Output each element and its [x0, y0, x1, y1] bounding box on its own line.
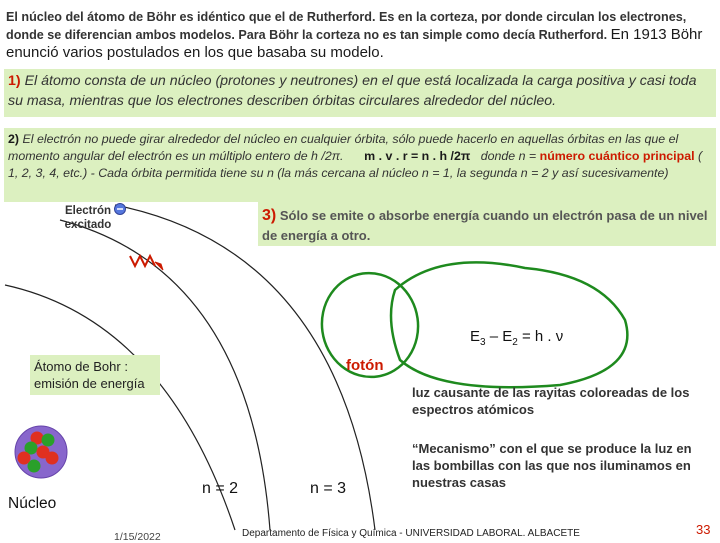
- orbit-n3-label: n = 3: [310, 480, 347, 497]
- page-number: 33: [696, 522, 711, 537]
- photon-label: fotón: [346, 357, 384, 374]
- footer-date: 1/15/2022: [114, 531, 161, 543]
- excited-electron-label: [52, 204, 124, 232]
- orbit-n2-label: n = 2: [202, 480, 239, 497]
- orbit-inner: [5, 285, 235, 530]
- postulate-3-text: Sólo se emite o absorbe energía cuando un electrón pasa de un nivel de energía a otro.: [262, 208, 708, 243]
- electron-label-line2: excitado: [64, 219, 112, 231]
- postulate-2-text-b: donde n =: [480, 149, 537, 163]
- postulate-3: [258, 202, 716, 246]
- light-caption: luz causante de las rayitas coloreadas de los espectros atómicos: [412, 385, 690, 417]
- intro-normal-text: En 1913 Böhr enunció varios postulados en los que basaba su modelo.: [6, 26, 703, 61]
- postulate-1-number: 1): [8, 73, 21, 89]
- postulate-3-number: 3): [262, 207, 277, 224]
- mechanism-caption: “Mecanismo” con el que se produce la luz en las bombillas con las que nos iluminamos en nuestras casas: [412, 441, 692, 490]
- postulate-2-text-c: ( 1, 2, 3, 4, etc.) - Cada órbita permitida tiene su n (la más cercana al núcleo n = 1, la segunda n = 2 y así sucesivamente): [8, 149, 703, 180]
- footer-department: Departamento de Física y Química - UNIVERSIDAD LABORAL. ALBACETE: [242, 528, 580, 539]
- nucleus-label: Núcleo: [8, 495, 57, 512]
- postulate-2-number: 2): [8, 132, 20, 146]
- postulate-2-text-a: El electrón no puede girar alrededor del núcleo en cualquier órbita, sólo puede hacerlo en aquellas órbitas en las que el momento angular del electrón es un múltiplo entero de h /2π.: [8, 132, 679, 163]
- emission-label: Átomo de Bohr : emisión de energía: [30, 355, 160, 395]
- postulate-2-highlight: número cuántico principal: [539, 149, 695, 163]
- electron-label-line1: Electrón: [64, 205, 111, 217]
- energy-equation: $E_3 - E_2 = h$ . ν: [470, 328, 564, 348]
- postulate-2-formula: m . v . r = n . h /2π: [364, 149, 471, 163]
- green-ellipse-right: [391, 262, 627, 387]
- postulate-1-text: El átomo consta de un núcleo (protones y neutrones) en el que está localizada la carga positiva y casi toda su masa, mientras que los electrones describen órbitas circulares alrededor del núcleo.: [8, 73, 697, 109]
- intro-bold-text: El núcleo del átomo de Böhr es idéntico que el de Rutherford. Es en la corteza, por donde circulan los electrones, donde se diferencian ambos modelos. Para Böhr la corteza no es tan simple como decía Rutherford.: [6, 10, 687, 42]
